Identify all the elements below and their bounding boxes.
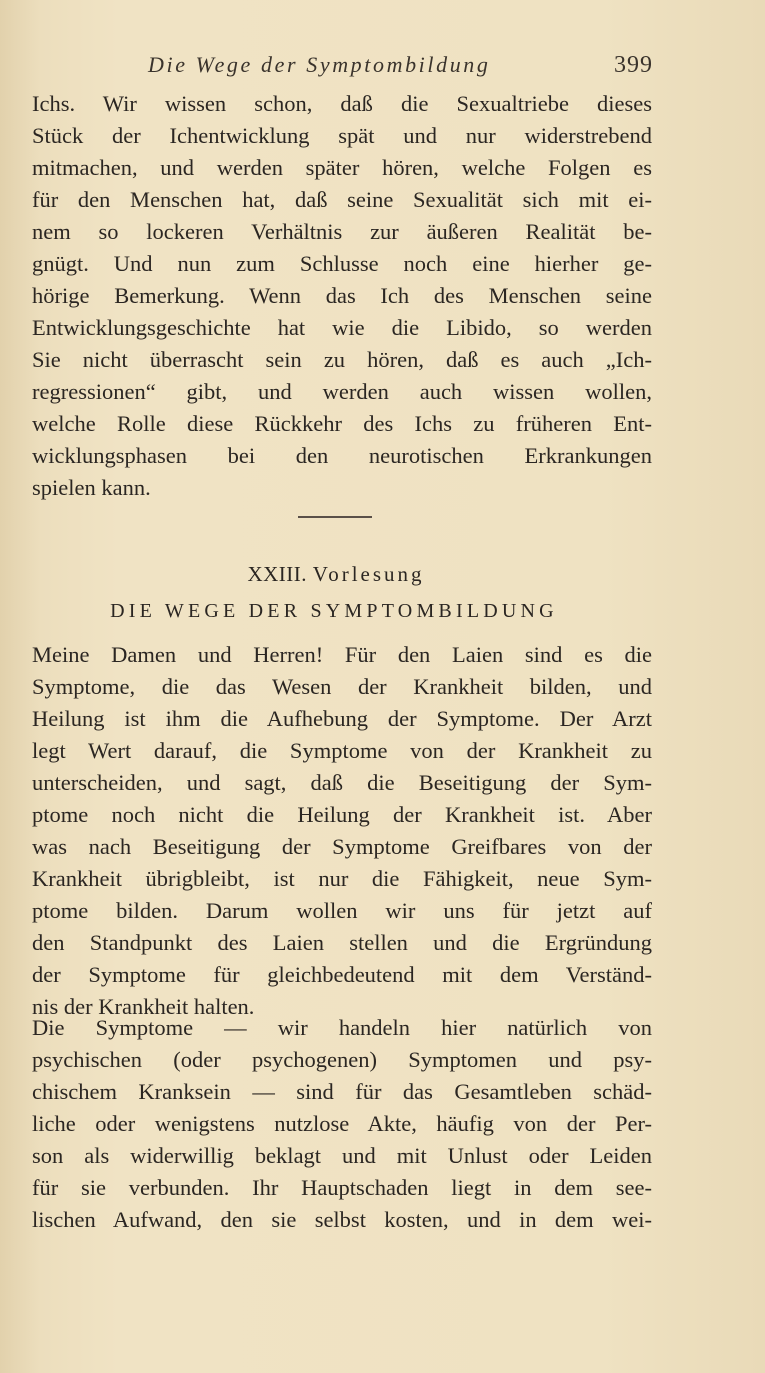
text-line: hörige Bemerkung. Wenn das Ich des Menschen seine [32, 283, 652, 308]
text-line: Symptome, die das Wesen der Krankheit bilden, und [32, 674, 652, 699]
text-line: Heilung ist ihm die Aufhebung der Symptome. Der Arzt [32, 706, 652, 731]
text-line: Sie nicht überrascht sein zu hören, daß es auch „Ich- [32, 347, 652, 372]
text-line: Meine Damen und Herren! Für den Laien sind es die [32, 642, 652, 667]
text-line: ptome noch nicht die Heilung der Krankheit ist. Aber [32, 802, 652, 827]
text-line: psychischen (oder psychogenen) Symptomen und psy- [32, 1047, 652, 1072]
continuation-paragraph [32, 88, 652, 504]
text-line: Krankheit übrigbleibt, ist nur die Fähigkeit, neue Sym- [32, 866, 652, 891]
text-line: für sie verbunden. Ihr Hauptschaden liegt in dem see- [32, 1175, 652, 1200]
lecture-number: XXIII. [247, 562, 308, 586]
text-line: spielen kann. [32, 475, 151, 500]
text-line: ptome bilden. Darum wollen wir uns für jetzt auf [32, 898, 652, 923]
text-line: Entwicklungsgeschichte hat wie die Libido, so werden [32, 315, 652, 340]
section-divider [298, 516, 372, 518]
text-line: wicklungsphasen bei den neurotischen Erkrankungen [32, 443, 652, 468]
text-line: Ichs. Wir wissen schon, daß die Sexualtriebe dieses [32, 91, 652, 116]
running-head-title: Die Wege der Symptombildung [148, 52, 491, 77]
text-line: regressionen“ gibt, und werden auch wissen wollen, [32, 379, 652, 404]
text-line: für den Menschen hat, daß seine Sexualität sich mit ei- [32, 187, 652, 212]
text-line: nem so lockeren Verhältnis zur äußeren Realität be- [32, 219, 652, 244]
text-line: gnügt. Und nun zum Schlusse noch eine hierher ge- [32, 251, 652, 276]
paragraph-1 [32, 639, 652, 1023]
text-line: Die Symptome — wir handeln hier natürlich von [32, 1015, 652, 1040]
text-line: was nach Beseitigung der Symptome Greifbares von der [32, 834, 652, 859]
text-line: liche oder wenigstens nutzlose Akte, häufig von der Per- [32, 1111, 652, 1136]
lecture-label: Vorlesung [312, 562, 425, 586]
text-line: lischen Aufwand, den sie selbst kosten, und in dem wei- [32, 1207, 652, 1232]
paragraph-2 [32, 1012, 652, 1236]
text-line: mitmachen, und werden später hören, welche Folgen es [32, 155, 652, 180]
text-line: nis der Krankheit halten. [32, 994, 255, 1019]
text-line: Stück der Ichentwicklung spät und nur widerstrebend [32, 123, 652, 148]
text-line: legt Wert darauf, die Symptome von der Krankheit zu [32, 738, 652, 763]
text-line: der Symptome für gleichbedeutend mit dem Verständ- [32, 962, 652, 987]
text-line: den Standpunkt des Laien stellen und die Ergründung [32, 930, 652, 955]
chapter-title: DIE WEGE DER SYMPTOMBILDUNG [110, 600, 558, 622]
text-line: chischem Kranksein — sind für das Gesamtleben schäd- [32, 1079, 652, 1104]
lecture-heading [0, 562, 672, 587]
page-number: 399 [614, 52, 653, 78]
text-line: son als widerwillig beklagt und mit Unlust oder Leiden [32, 1143, 652, 1168]
text-line: unterscheiden, und sagt, daß die Beseitigung der Sym- [32, 770, 652, 795]
text-line: welche Rolle diese Rückkehr des Ichs zu früheren Ent- [32, 411, 652, 436]
